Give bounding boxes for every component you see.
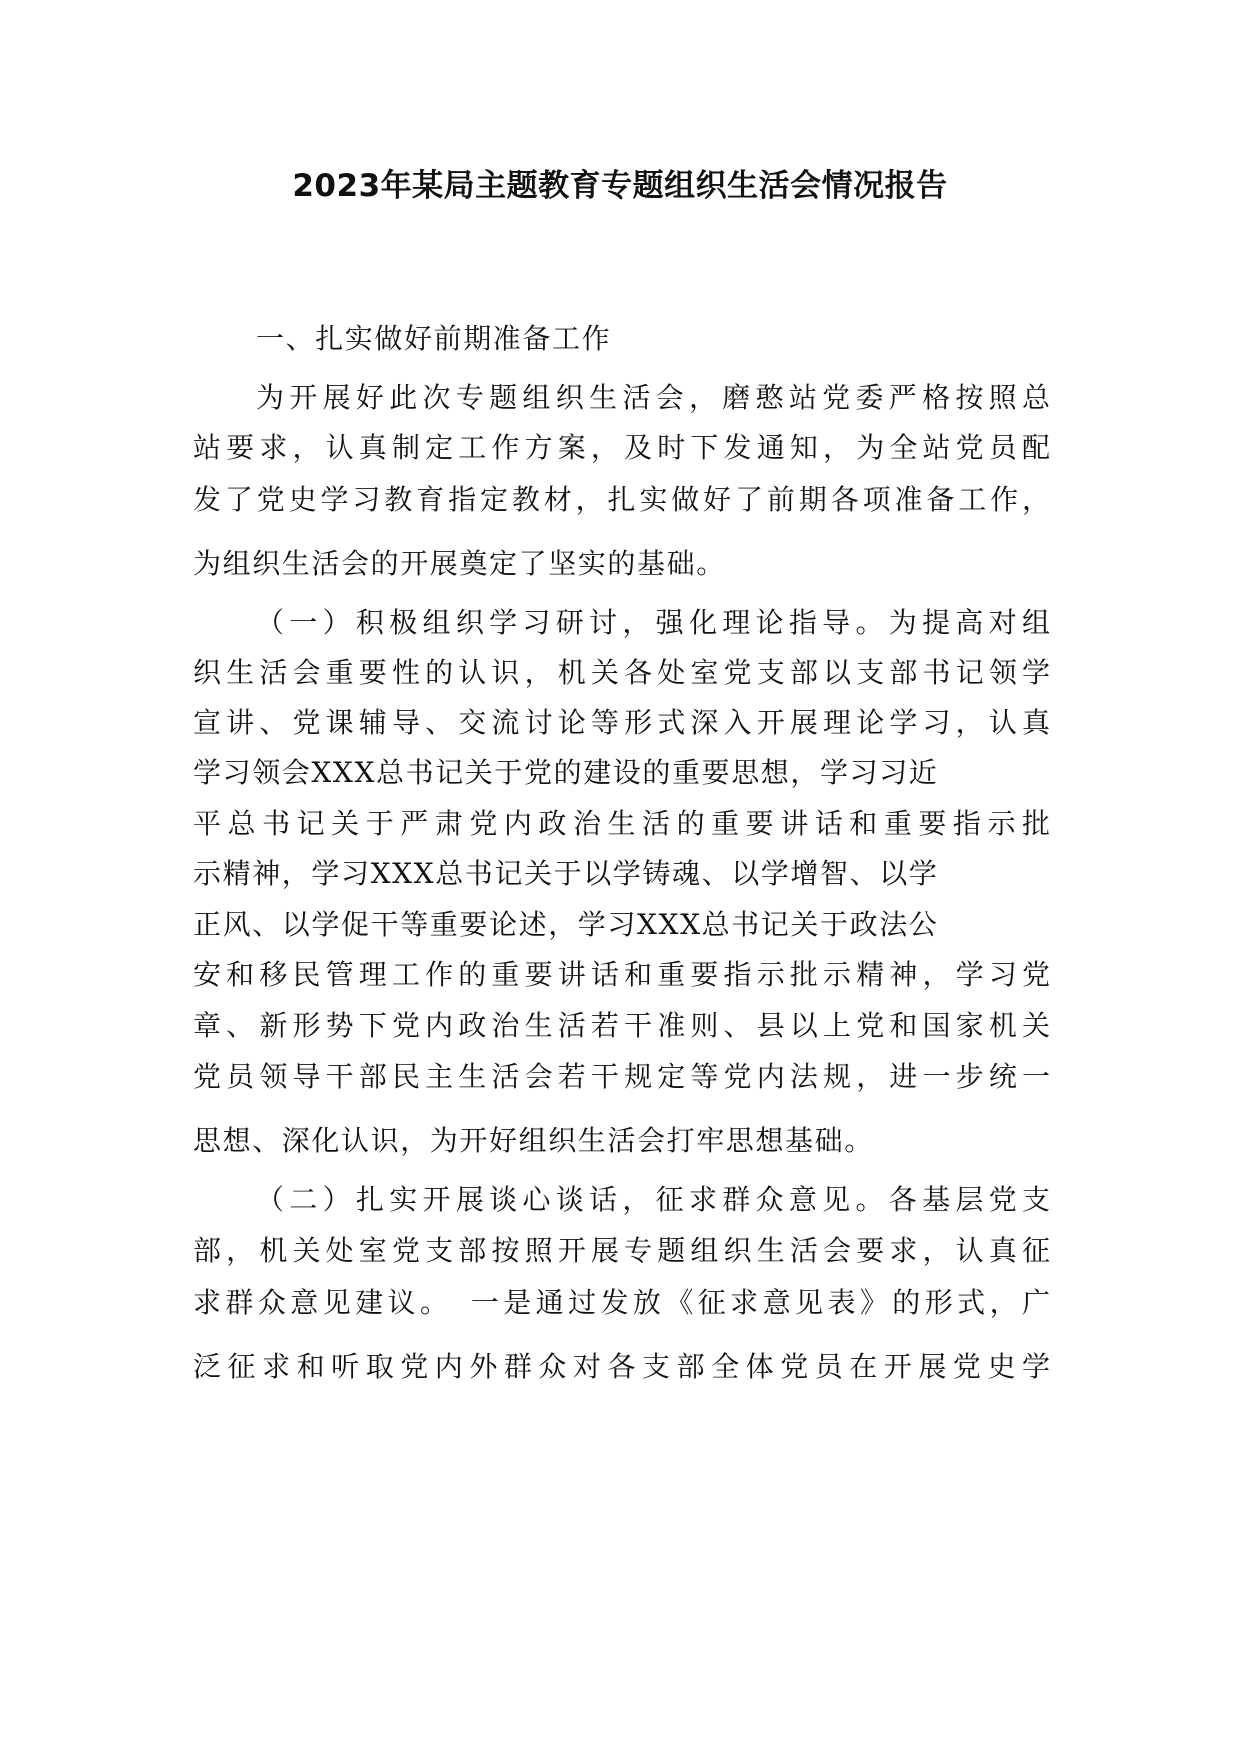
body-line: （一）积极组织学习研讨，强化理论指导。为提高对组 xyxy=(256,606,1050,639)
body-line: 为开展好此次专题组织生活会，磨憨站党委严格按照总 xyxy=(256,381,1050,414)
body-line: 求群众意见建议。 一是通过发放《征求意见表》的形式，广 xyxy=(193,1286,1050,1319)
body-line: 织生活会重要性的认识，机关各处室党支部以支部书记领学 xyxy=(193,656,1050,689)
body-line: 示精神，学习XXX总书记关于以学铸魂、以学增智、以学 xyxy=(193,857,939,890)
body-line: （二）扎实开展谈心谈话，征求群众意见。各基层党支 xyxy=(256,1183,1050,1216)
body-line: 站要求，认真制定工作方案，及时下发通知，为全站党员配 xyxy=(193,431,1050,464)
body-line: 部，机关处室党支部按照开展专题组织生活会要求，认真征 xyxy=(193,1234,1050,1267)
body-line: 安和移民管理工作的重要讲话和重要指示批示精神，学习党 xyxy=(193,958,1050,991)
body-line: 党员领导干部民主生活会若干规定等党内法规，进一步统一 xyxy=(193,1060,1050,1093)
body-line: 章、新形势下党内政治生活若干准则、县以上党和国家机关 xyxy=(193,1009,1050,1042)
body-line: 为组织生活会的开展奠定了坚实的基础。 xyxy=(193,547,726,580)
body-line: 正风、以学促干等重要论述，学习XXX总书记关于政法公 xyxy=(193,908,939,941)
section-heading: 一、扎实做好前期准备工作 xyxy=(256,322,612,355)
body-line: 泛征求和听取党内外群众对各支部全体党员在开展党史学 xyxy=(193,1350,1050,1383)
body-line: 发了党史学习教育指定教材，扎实做好了前期各项准备工作， xyxy=(193,483,1050,516)
body-line: 宣讲、党课辅导、交流讨论等形式深入开展理论学习，认真 xyxy=(193,706,1050,739)
document-title: 2023年某局主题教育专题组织生活会情况报告 xyxy=(292,168,948,204)
body-line: 思想、深化认识，为开好组织生活会打牢思想基础。 xyxy=(193,1124,874,1157)
body-line: 平总书记关于严肃党内政治生活的重要讲话和重要指示批 xyxy=(193,807,1050,840)
body-line: 学习领会XXX总书记关于党的建设的重要思想，学习习近 xyxy=(193,756,939,789)
